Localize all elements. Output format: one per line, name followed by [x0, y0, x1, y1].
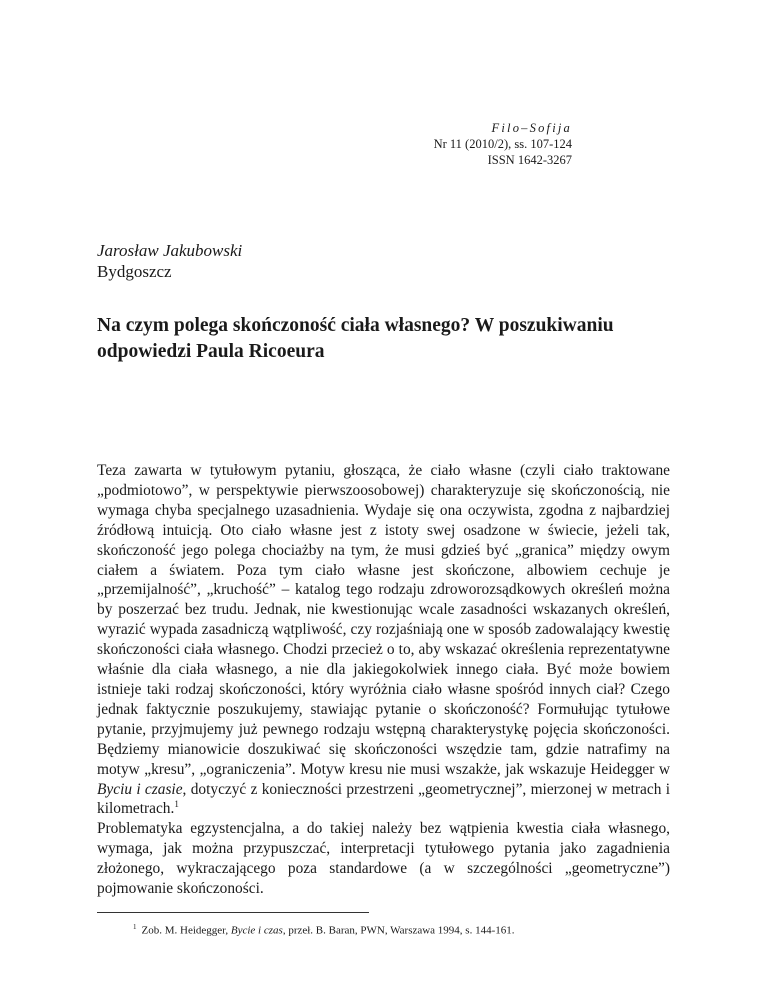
body-paragraph-1: Teza zawarta w tytułowym pytaniu, głosząca, że ciało własne (czyli ciało traktowane „podmiotowo”, w perspektywie pierwszoosobowej) charakteryzuje się skończonością, nie wymaga chyba specjalnego uzasadnienia. Wydaje się ona oczywista, zgodna z najbardziej źródłową intuicją. Oto ciało własne jest z istoty swej osadzone w świecie, jeżeli tak, skończoność jego polega chociażby na tym, że musi gdzieś być „granica” między owym ciałem a światem. Poza tym ciało własne jest skończone, albowiem cechuje je „przemijalność”, „kruchość” – katalog tego rodzaju zdroworozsądkowych określeń można by poszerzać bez trudu. Jednak, nie kwestionując wcale zasadności wskazanych określeń, wyrazić wypada zasadniczą wątpliwość, czy rozjaśniają one w sposób zadowalający kwestię skończoności ciała własnego. Chodzi przecież o to, aby wskazać określenia reprezentatywne właśnie dla ciała własnego, a nie dla jakiegokolwiek innego ciała. Być może bowiem istnieje taki rodzaj skończoności, który wyróżnia ciało własne spośród innych ciał? Czego jednak faktycznie poszukujemy, stawiając pytanie o skończoność? Formułując tytułowe pytanie, przyjmujemy już pewnego rodzaju wstępną charakterystykę pojęcia skończoności. Będziemy mianowicie doszukiwać się skończoności wszędzie tam, gdzie natrafimy na motyw „kresu”, „ograniczenia”. Motyw kresu nie musi wszakże, jak wskazuje Heidegger w: [97, 462, 670, 778]
book-title-italic: Byciu i czasie: [97, 780, 183, 798]
journal-issn: ISSN 1642-3267: [487, 153, 572, 167]
footnote-number: 1: [133, 923, 137, 931]
author-block: [97, 240, 242, 282]
body-paragraph-2: Problematyka egzystencjalna, a do takiej należy bez wątpienia kwestia ciała własnego, wymaga, jak można przypuszczać, interpretacji tytułowego pytania jako zagadnienia złożonego, wykraczającego poza standardowe (a w szczególności „geometryczne”) pojmowanie skończoności.: [97, 820, 670, 898]
footnote-reference[interactable]: 1: [174, 799, 179, 810]
footnote-book-title: Bycie i czas: [230, 924, 283, 937]
body-paragraph-1-cont: , dotyczyć z konieczności przestrzeni „geometrycznej”, mierzonej w metrach i kilometrach.: [97, 780, 670, 818]
journal-name: Filo–Sofija: [491, 121, 572, 135]
body-text: [97, 461, 670, 899]
journal-issue: Nr 11 (2010/2), ss. 107-124: [433, 137, 572, 151]
footnote-divider: [97, 912, 369, 913]
author-name: Jarosław Jakubowski: [97, 241, 243, 260]
journal-info: [252, 120, 572, 168]
author-city: Bydgoszcz: [97, 262, 172, 281]
article-title: Na czym polega skończoność ciała własnego? W poszukiwaniu odpowiedzi Paula Ricoeura: [97, 315, 614, 362]
footnote-text-post: , przeł. B. Baran, PWN, Warszawa 1994, s. 144-161.: [282, 924, 515, 937]
footnote-text-pre: Zob. M. Heidegger,: [141, 924, 229, 937]
footnote: [133, 920, 515, 938]
